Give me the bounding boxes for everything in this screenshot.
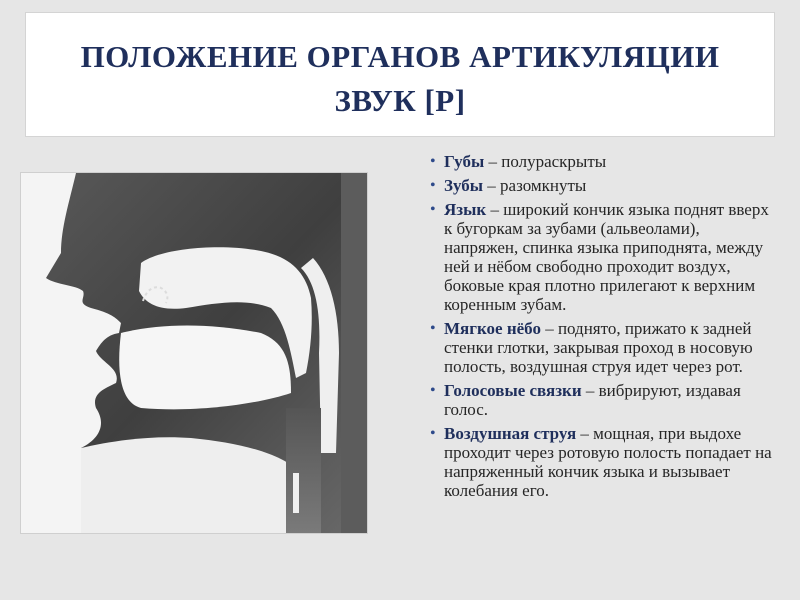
title-line-2: ЗВУК [Р] [334, 83, 466, 118]
bullet-dot-icon: • [430, 153, 436, 170]
title-line-1: ПОЛОЖЕНИЕ ОРГАНОВ АРТИКУЛЯЦИИ [80, 39, 720, 74]
bullet-dot-icon: • [430, 320, 436, 337]
lower-jaw [119, 326, 291, 410]
list-item [430, 200, 775, 314]
list-item [430, 424, 775, 500]
bullet-term: Губы [444, 152, 485, 171]
trachea [286, 408, 321, 533]
bullet-text: – вибрируют, издавая голос. [444, 381, 741, 419]
bullet-text: – мощная, при выдохе проходит через ротовую полость попадает на напряженный кончик языка и вызывает колебания его. [444, 424, 772, 500]
bullet-text: – разомкнуты [483, 176, 587, 195]
title-box [25, 12, 775, 137]
bullet-dot-icon: • [430, 201, 436, 218]
bullet-term: Голосовые связки [444, 381, 582, 400]
articulation-figure [20, 172, 368, 534]
vocal-folds-mark [293, 473, 299, 513]
list-item [430, 152, 775, 171]
bullet-dot-icon: • [430, 382, 436, 399]
list-item [430, 381, 775, 419]
bullet-text: – поднято, прижато к задней стенки глотки, закрывая проход в носовую полость, воздушная струя идет через рот. [444, 319, 753, 376]
bullet-term: Язык [444, 200, 487, 219]
bullet-text: – полураскрыты [484, 152, 607, 171]
bullet-dot-icon: • [430, 177, 436, 194]
bullet-term: Зубы [444, 176, 484, 195]
page-title [26, 35, 774, 123]
bullet-text: – широкий кончик языка поднят вверх к бугоркам за зубами (альвеолами), напряжен, спинка языка приподнята, между ней и нёбом свободно проходит воздух, боковые края плотно прилегают к верхним коренным зубам. [444, 200, 769, 314]
articulation-list [430, 152, 775, 505]
spine-region [341, 173, 367, 533]
list-item [430, 176, 775, 195]
list-item [430, 319, 775, 376]
articulation-profile-icon [21, 173, 367, 533]
bullet-term: Воздушная струя [444, 424, 577, 443]
bullet-dot-icon: • [430, 425, 436, 442]
bullet-term: Мягкое нёбо [444, 319, 541, 338]
